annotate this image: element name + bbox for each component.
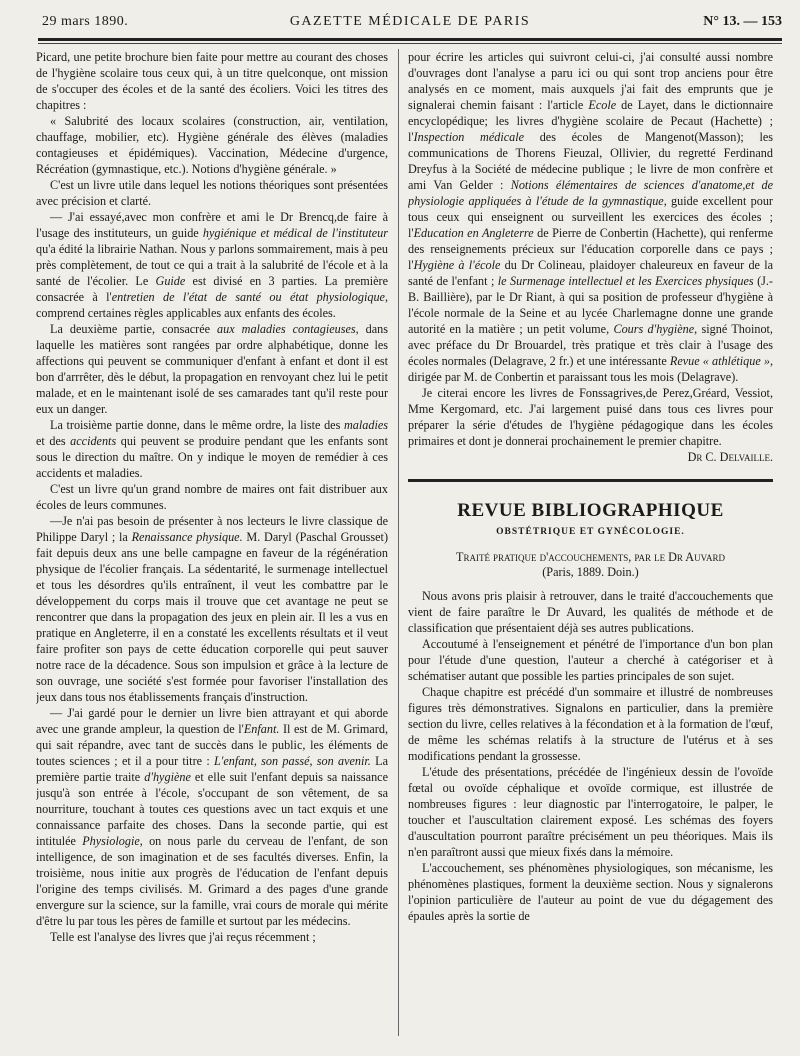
paragraph: Telle est l'analyse des livres que j'ai reçus récemment ; [50, 930, 316, 944]
paragraph: Accoutumé à l'enseignement et pénétré de l'importance d'un bon plan pour l'étude d'une question, l'auteur a cherché à catégoriser et à schématiser autant que possible les parties principales de son sujet. [408, 637, 773, 683]
right-column [408, 49, 773, 1036]
paragraph: L'étude des présentations, précédée de l'ingénieux dessin de l'ovoïde fœtal ou ovoïde céphalique et ovoïde cormique, est illustrée de nombreuses figures : leur diagnostic par l'interrogatoire, le palper, le toucher et l'auscultation clairement exposé. Les schémas des foyers d'auscultation pourront paraître précisément un peu théoriques. Mais ils n'en paraîtront aussi que mieux fixés dans la mémoire. [408, 765, 773, 859]
paragraph: Picard, une petite brochure bien faite pour mettre au courant des choses de l'hygiène scolaire tous ceux qui, à un titre quelconque, ont mission de s'occuper des écoles et de la santé des écoliers. Voici les titres des chapitres : [36, 50, 388, 112]
paragraph: Nous avons pris plaisir à retrouver, dans le traité d'accouchements que vient de faire paraître le Dr Auvard, les qualités de méthode et de classification que présentaient déjà ses autres publications. [408, 589, 773, 635]
issue-page-number: N° 13. — 153 [703, 14, 782, 29]
author-signature: Dr C. Delvaille. [687, 450, 773, 464]
header-rule-thick [38, 38, 782, 41]
section-subtitle: OBSTÉTRIQUE ET GYNÉCOLOGIE. [496, 527, 685, 537]
journal-title: GAZETTE MÉDICALE DE PARIS [289, 14, 531, 29]
paragraph: L'accouchement, ses phénomènes physiologiques, son mécanisme, les phénomènes plastiques, forment la deuxième section. Nous y signalerons l'opinion particulière de l'auteur au point de vue du dégagement des épaules après la sortie de [408, 861, 773, 923]
issue-date: 29 mars 1890. [42, 14, 129, 29]
paragraph: Chaque chapitre est précédé d'un sommaire et illustré de nombreuses figures très démonstratives. Signalons en particulier, dans la première section du livre, celles relatives à la fécondation et à la formation de l'œuf, de même les schémas relatifs à la structure de l'utérus et à ses modifications pendant la grossesse. [408, 685, 773, 763]
paragraph: —Je n'ai pas besoin de présenter à nos lecteurs le livre classique de Philippe Daryl ; la Renaissance physique. M. Daryl (Paschal Grousset) fait depuis deux ans une belle campagne en faveur de la régénération physique de l'écolier français. La sédentarité, le surmenage intellectuel et tous les désordres qu'ils entraînent, il veut les combattre par le développement du corps mais il trouve que cet avantage ne peut se rencontrer que dans la propagation des jeux en plein air. Il les a vus en pratique en Angleterre, il en a constaté les excellents résultats et il veut faire profiter son pays de cette éducation corporelle qui peut sauver notre race de la décadence. Sous son impulsion et grâce à la lecture de son ouvrage, une société s'est formée pour favoriser l'installation des jeux dans tous nos établissements français d'instruction. [36, 514, 388, 704]
paragraph: pour écrire les articles qui suivront celui-ci, j'ai consulté aussi nombre d'ouvrages dont l'analyse a paru ici ou qui sont trop anciens pour être analysés en ce moment, mais auxquels j'ai fait des emprunts que je signalerai chemin faisant : l'article Ecole de Layet, dans le dictionnaire encyclopédique; les livres d'hygiène scolaire de Pecaut (Hachette) ; l'Inspection médicale des écoles de Mangenot(Masson); les communications de Thorens Fieuzal, Ollivier, du regretté Ferdinand Dreyfus à la Société de médecine publique ; le livre de mon confrère et ami Van Gelder : Notions élémentaires de sciences d'anatome,et de physiologie appliquées à l'étude de la gymnastique, guide excellent pour tous ceux qui enseignent ou surveillent les exercices des écoles ; l'Education en Angleterre de Pierre de Conbertin (Hachette), qui renferme des renseignements précieux sur l'éducation corporelle dans ce pays ; l'Hygiène à l'école du Dr Colineau, plaidoyer chaleureux en faveur de la santé de l'enfant ; le Surmenage intellectuel et les Exercices physiques (J.-B. Baillière), par le Dr Riant, à qui sa position de professeur d'hygiène à l'école normale de la Seine et au lycée Charlemagne donne une grande autorité en la matière ; un petit volume, Cours d'hygiène, signé Thoinot, avec préface du Dr Brouardel, très pratique et très clair à l'usage des écoles normales (Delagrave, 2 fr.) et une intéressante Revue « athlétique », dirigée par M. de Conbertin et paraissant tous les mois (Delagrave). [408, 50, 773, 384]
section-title: REVUE BIBLIOGRAPHIQUE [457, 500, 724, 521]
paragraph: — J'ai essayé,avec mon confrère et ami le Dr Brencq,de faire à l'usage des instituteurs, un guide hygiénique et médical de l'instituteur qu'a édité la librairie Nathan. Nous y parlons sommairement, mais à peu près complètement, de tout ce qui a trait à la salubrité de l'école et à la santé de l'écolier. Le Guide est divisé en 3 parties. La première consacrée à l'entretien de l'état de santé ou état physiologique, comprend certaines règles applicables aux enfants des écoles. [36, 210, 388, 320]
paragraph: La troisième partie donne, dans le même ordre, la liste des maladies et des accidents qui peuvent se produire pendant que les enfants sont sous le direction du maître. On y indique le moyen de remédier à ces accidents et maladies. [36, 418, 388, 480]
header-rule-thin [38, 43, 782, 44]
book-publisher: (Paris, 1889. Doin.) [542, 565, 639, 579]
left-column [36, 49, 388, 1036]
paragraph: — J'ai gardé pour le dernier un livre bien attrayant et qui aborde avec une grande ampleur, la question de l'Enfant. Il est de M. Grimard, qui sait répandre, avec tant de succès dans le public, les éléments de toutes sciences ; et il a pour titre : L'enfant, son passé, son avenir. La première partie traite d'hygiène et elle suit l'enfant depuis sa naissance jusqu'à son entrée à l'école, s'occupant de son vêtement, de sa nourriture, touchant à toutes ces questions avec un tact exquis et une connaissance parfaite des choses. Dans la seconde partie, qui est intitulée Physiologie, on nous parle du cerveau de l'enfant, de son intelligence, de son imagination et de ses facultés diverses. Enfin, la troisième, nous initie aux progrès de l'éducation de l'enfant depuis l'origine des temps civilisés. M. Grimard a des pages d'une grande envergure sur la science, sur la famille, vrai cours de morale qui mérite d'être lu par tous les pères de famille et surtout par les médecins. [36, 706, 388, 928]
paragraph: Je citerai encore les livres de Fonssagrives,de Perez,Gréard, Vessiot, Mme Kergomard, etc. J'ai largement puisé dans tous ces livres pour préparer la série d'études de l'hygiène pédagogique dans les écoles primaires et dont je donnerai prochainement le premier chapitre. [408, 386, 773, 448]
paragraph: « Salubrité des locaux scolaires (construction, air, ventilation, chauffage, mobilier, etc). Hygiène générale des élèves (maladies contagieuses et épidémiques). Vaccination, Médecine d'urgence, Récréation (gymnastique, etc.). Notions d'hygiène générale. » [36, 114, 388, 176]
paragraph: C'est un livre qu'un grand nombre de maires ont fait distribuer aux écoles de leurs communes. [36, 482, 388, 512]
book-reference [408, 550, 773, 580]
column-divider [398, 49, 399, 1036]
page-header [38, 10, 782, 34]
section-separator [408, 479, 773, 482]
book-title: Traité pratique d'accouchements, par le Dr Auvard [456, 550, 725, 564]
paragraph: C'est un livre utile dans lequel les notions théoriques sont présentées avec précision et clarté. [36, 178, 388, 208]
paragraph: La deuxième partie, consacrée aux maladies contagieuses, dans laquelle les matières sont rangées par ordre alphabétique, donne les affections qui peuvent se communiquer d'enfant à enfant et dont il est bon d'arrrêter, dès le début, la propagation en renvoyant chez lui le petit malade, et en le maintenant isolé de ses camarades tant qu'il reste pour eux un danger. [36, 322, 388, 416]
